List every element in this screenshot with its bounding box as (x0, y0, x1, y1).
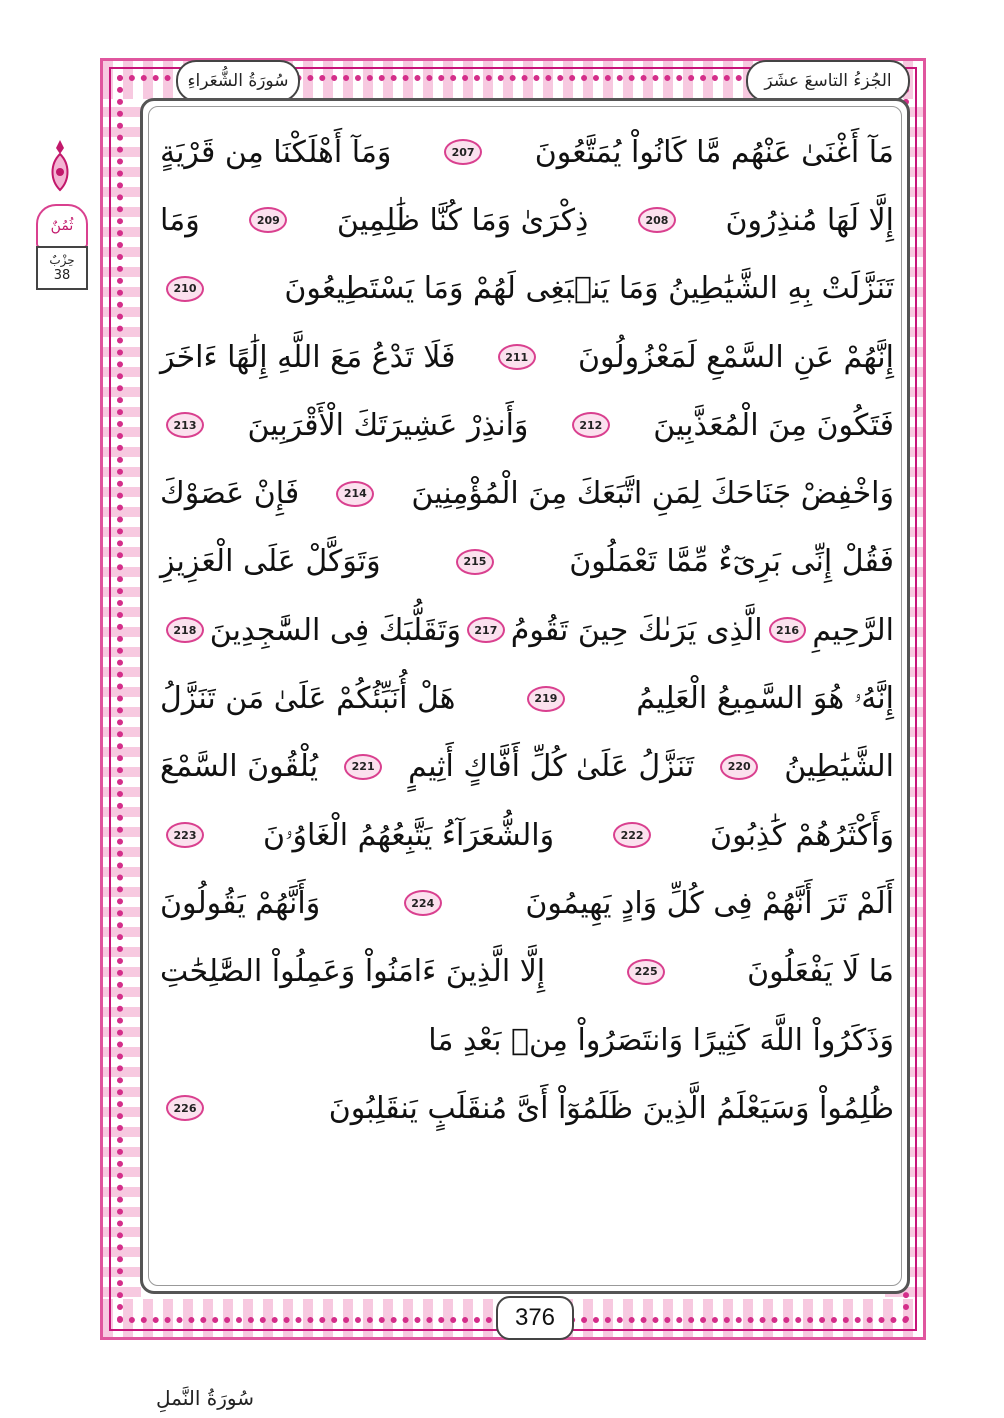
verse-text: فَإِنْ عَصَوْكَ (160, 476, 300, 512)
verse-text: إِلَّا الَّذِينَ ءَامَنُواْ وَعَمِلُواْ الصَّٰلِحَٰتِ (160, 954, 546, 990)
ayah-number-marker: 216 (769, 617, 807, 643)
hizb-marker-label: حِزْبٌ (49, 253, 75, 267)
juz-label-text: الجُزءُ التاسعَ عشَرَ (764, 71, 892, 91)
verse-text: ظُلِمُواْ وَسَيَعْلَمُ الَّذِينَ ظَلَمُوٓاْ أَىَّ مُنقَلَبٍ يَنقَلِبُونَ (328, 1090, 894, 1126)
verse-text: وَمَآ أَهْلَكْنَا مِن قَرْيَةٍ (160, 134, 392, 170)
verse-text: الَّذِى يَرَىٰكَ حِينَ تَقُومُ (510, 612, 763, 648)
verse-line (160, 1074, 894, 1142)
next-surah-label-text: سُورَةُ النَّملِ (156, 1386, 254, 1410)
ayah-number-marker: 207 (444, 139, 482, 165)
ayah-number-marker: 219 (527, 686, 565, 712)
verse-text: إِنَّهُۥ هُوَ السَّمِيعُ الْعَلِيمُ (636, 681, 894, 717)
verse-text: يُلْقُونَ السَّمْعَ (160, 749, 319, 785)
verse-line (160, 1006, 894, 1074)
verse-line (160, 186, 894, 254)
ornament-icon (46, 140, 74, 204)
ayah-number-marker: 218 (166, 617, 204, 643)
verse-line (160, 596, 894, 664)
verse-text: وَذَكَرُواْ اللَّهَ كَثِيرًا وَانتَصَرُواْ مِنۢ بَعْدِ مَا (428, 1022, 894, 1058)
quarter-marker (36, 204, 88, 248)
verse-text: أَلَمْ تَرَ أَنَّهُمْ فِى كُلِّ وَادٍ يَهِيمُونَ (525, 885, 894, 921)
page-number (496, 1296, 574, 1340)
ayah-number-marker: 209 (249, 207, 287, 233)
verse-text: تَنَزَّلُ عَلَىٰ كُلِّ أَفَّاكٍ أَثِيمٍ (408, 749, 695, 785)
verse-text: وَاخْفِضْ جَنَاحَكَ لِمَنِ اتَّبَعَكَ مِنَ الْمُؤْمِنِينَ (411, 476, 894, 512)
verse-line (160, 255, 894, 323)
verse-line (160, 733, 894, 801)
verse-text: تَنَزَّلَتْ بِهِ الشَّيَٰطِينُ وَمَا يَنۢبَغِى لَهُمْ وَمَا يَسْتَطِيعُونَ (284, 271, 894, 307)
verse-text: فَقُلْ إِنِّى بَرِىٓءٌ مِّمَّا تَعْمَلُونَ (569, 544, 894, 580)
ayah-number-marker: 217 (467, 617, 505, 643)
ayah-number-marker: 210 (166, 276, 204, 302)
verse-text: وَتَوَكَّلْ عَلَى الْعَزِيزِ (160, 544, 381, 580)
verse-text: فَتَكُونَ مِنَ الْمُعَذَّبِينَ (653, 407, 894, 443)
ayah-number-marker: 212 (572, 412, 610, 438)
ayah-number-marker: 208 (638, 207, 676, 233)
ayah-number-marker: 223 (166, 822, 204, 848)
verse-line (160, 528, 894, 596)
ayah-number-marker: 220 (720, 754, 758, 780)
verse-text: الرَّحِيمِ (812, 612, 894, 648)
hizb-marker (36, 246, 88, 290)
verse-text: وَتَقَلُّبَكَ فِى السَّٰجِدِينَ (209, 612, 462, 648)
verse-text: هَلْ أُنَبِّئُكُمْ عَلَىٰ مَن تَنَزَّلُ (160, 681, 456, 717)
verse-line (160, 459, 894, 527)
ayah-number-marker: 215 (456, 549, 494, 575)
page-number-text: 376 (514, 1304, 556, 1331)
verse-text: الشَّيَٰطِينُ (784, 749, 894, 785)
next-surah-label (156, 1386, 254, 1410)
verse-text: وَأَنذِرْ عَشِيرَتَكَ الْأَقْرَبِينَ (247, 407, 529, 443)
surah-label (176, 60, 300, 102)
hizb-marker-number: 38 (53, 268, 71, 283)
verse-line (160, 118, 894, 186)
ayah-number-marker: 224 (404, 890, 442, 916)
verse-text: مَا لَا يَفْعَلُونَ (747, 954, 894, 990)
verse-lines (160, 118, 894, 1142)
verse-line (160, 801, 894, 869)
verse-text: وَأَنَّهُمْ يَقُولُونَ (160, 885, 321, 921)
verse-text: وَمَا (160, 202, 200, 238)
verse-text: وَأَكْثَرُهُمْ كَٰذِبُونَ (710, 817, 894, 853)
verse-line (160, 391, 894, 459)
surah-label-text: سُورَةُ الشُّعَراءِ (187, 71, 289, 91)
ayah-number-marker: 225 (627, 959, 665, 985)
verse-text: مَآ أَغْنَىٰ عَنْهُم مَّا كَانُواْ يُمَتَّعُونَ (534, 134, 894, 170)
verse-line (160, 938, 894, 1006)
verse-text: ذِكْرَىٰ وَمَا كُنَّا ظَٰلِمِينَ (336, 202, 589, 238)
ayah-number-marker: 221 (344, 754, 382, 780)
verse-text: وَالشُّعَرَآءُ يَتَّبِعُهُمُ الْغَاوُۥنَ (262, 817, 555, 853)
verse-line (160, 869, 894, 937)
juz-label (746, 60, 910, 102)
verse-text: إِلَّا لَهَا مُنذِرُونَ (725, 202, 894, 238)
verse-line (160, 323, 894, 391)
verse-text: إِنَّهُمْ عَنِ السَّمْعِ لَمَعْزُولُونَ (577, 339, 894, 375)
ayah-number-marker: 214 (336, 481, 374, 507)
verse-text: فَلَا تَدْعُ مَعَ اللَّهِ إِلَٰهًا ءَاخَرَ (160, 339, 456, 375)
ayah-number-marker: 226 (166, 1095, 204, 1121)
verse-line (160, 664, 894, 732)
quarter-marker-label: ثُمُنٌ (50, 218, 74, 234)
ayah-number-marker: 211 (498, 344, 536, 370)
ayah-number-marker: 222 (613, 822, 651, 848)
ayah-number-marker: 213 (166, 412, 204, 438)
